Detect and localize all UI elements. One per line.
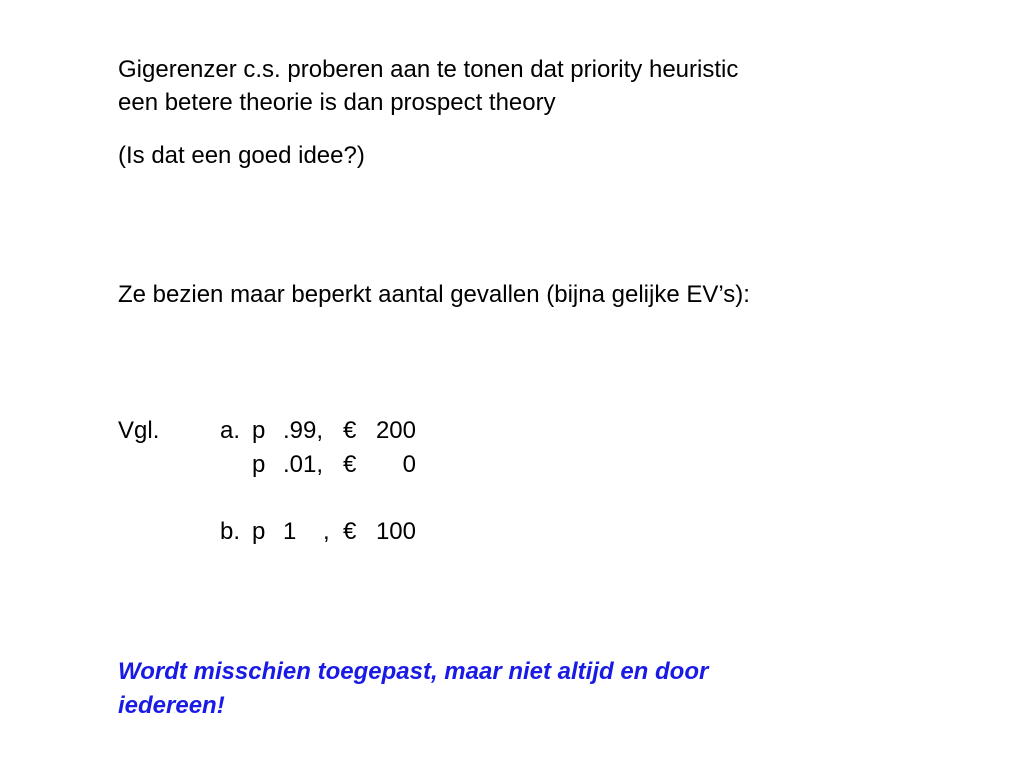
observation-line: Ze bezien maar beperkt aantal gevallen (bijna gelijke EV’s): [118, 281, 750, 308]
intro-line-1: Gigerenzer c.s. proberen aan te tonen dat priority heuristic [118, 56, 739, 83]
option-a2-currency: € [343, 451, 357, 478]
option-b-currency: € [343, 518, 357, 545]
option-b-p-label: p [252, 518, 266, 545]
conclusion-line-2: iedereen! [118, 692, 225, 719]
option-a2-p-label: p [252, 451, 266, 478]
option-b-probability: 1 , [283, 518, 330, 545]
option-a2-probability: .01, [283, 451, 324, 478]
option-b-letter: b. [220, 518, 241, 545]
option-a-currency: € [343, 417, 357, 444]
option-b-amount: 100 [375, 518, 416, 545]
option-a2-amount: 0 [402, 451, 416, 478]
intro-line-2: een betere theorie is dan prospect theory [118, 89, 556, 116]
option-a-letter: a. [220, 417, 241, 444]
conclusion-line-1: Wordt misschien toegepast, maar niet altijd en door [118, 658, 709, 685]
option-a-amount: 200 [375, 417, 416, 444]
option-a-p-label: p [252, 417, 266, 444]
option-a-probability: .99, [283, 417, 324, 444]
comparison-label: Vgl. [118, 417, 160, 444]
question-line: (Is dat een goed idee?) [118, 142, 365, 169]
